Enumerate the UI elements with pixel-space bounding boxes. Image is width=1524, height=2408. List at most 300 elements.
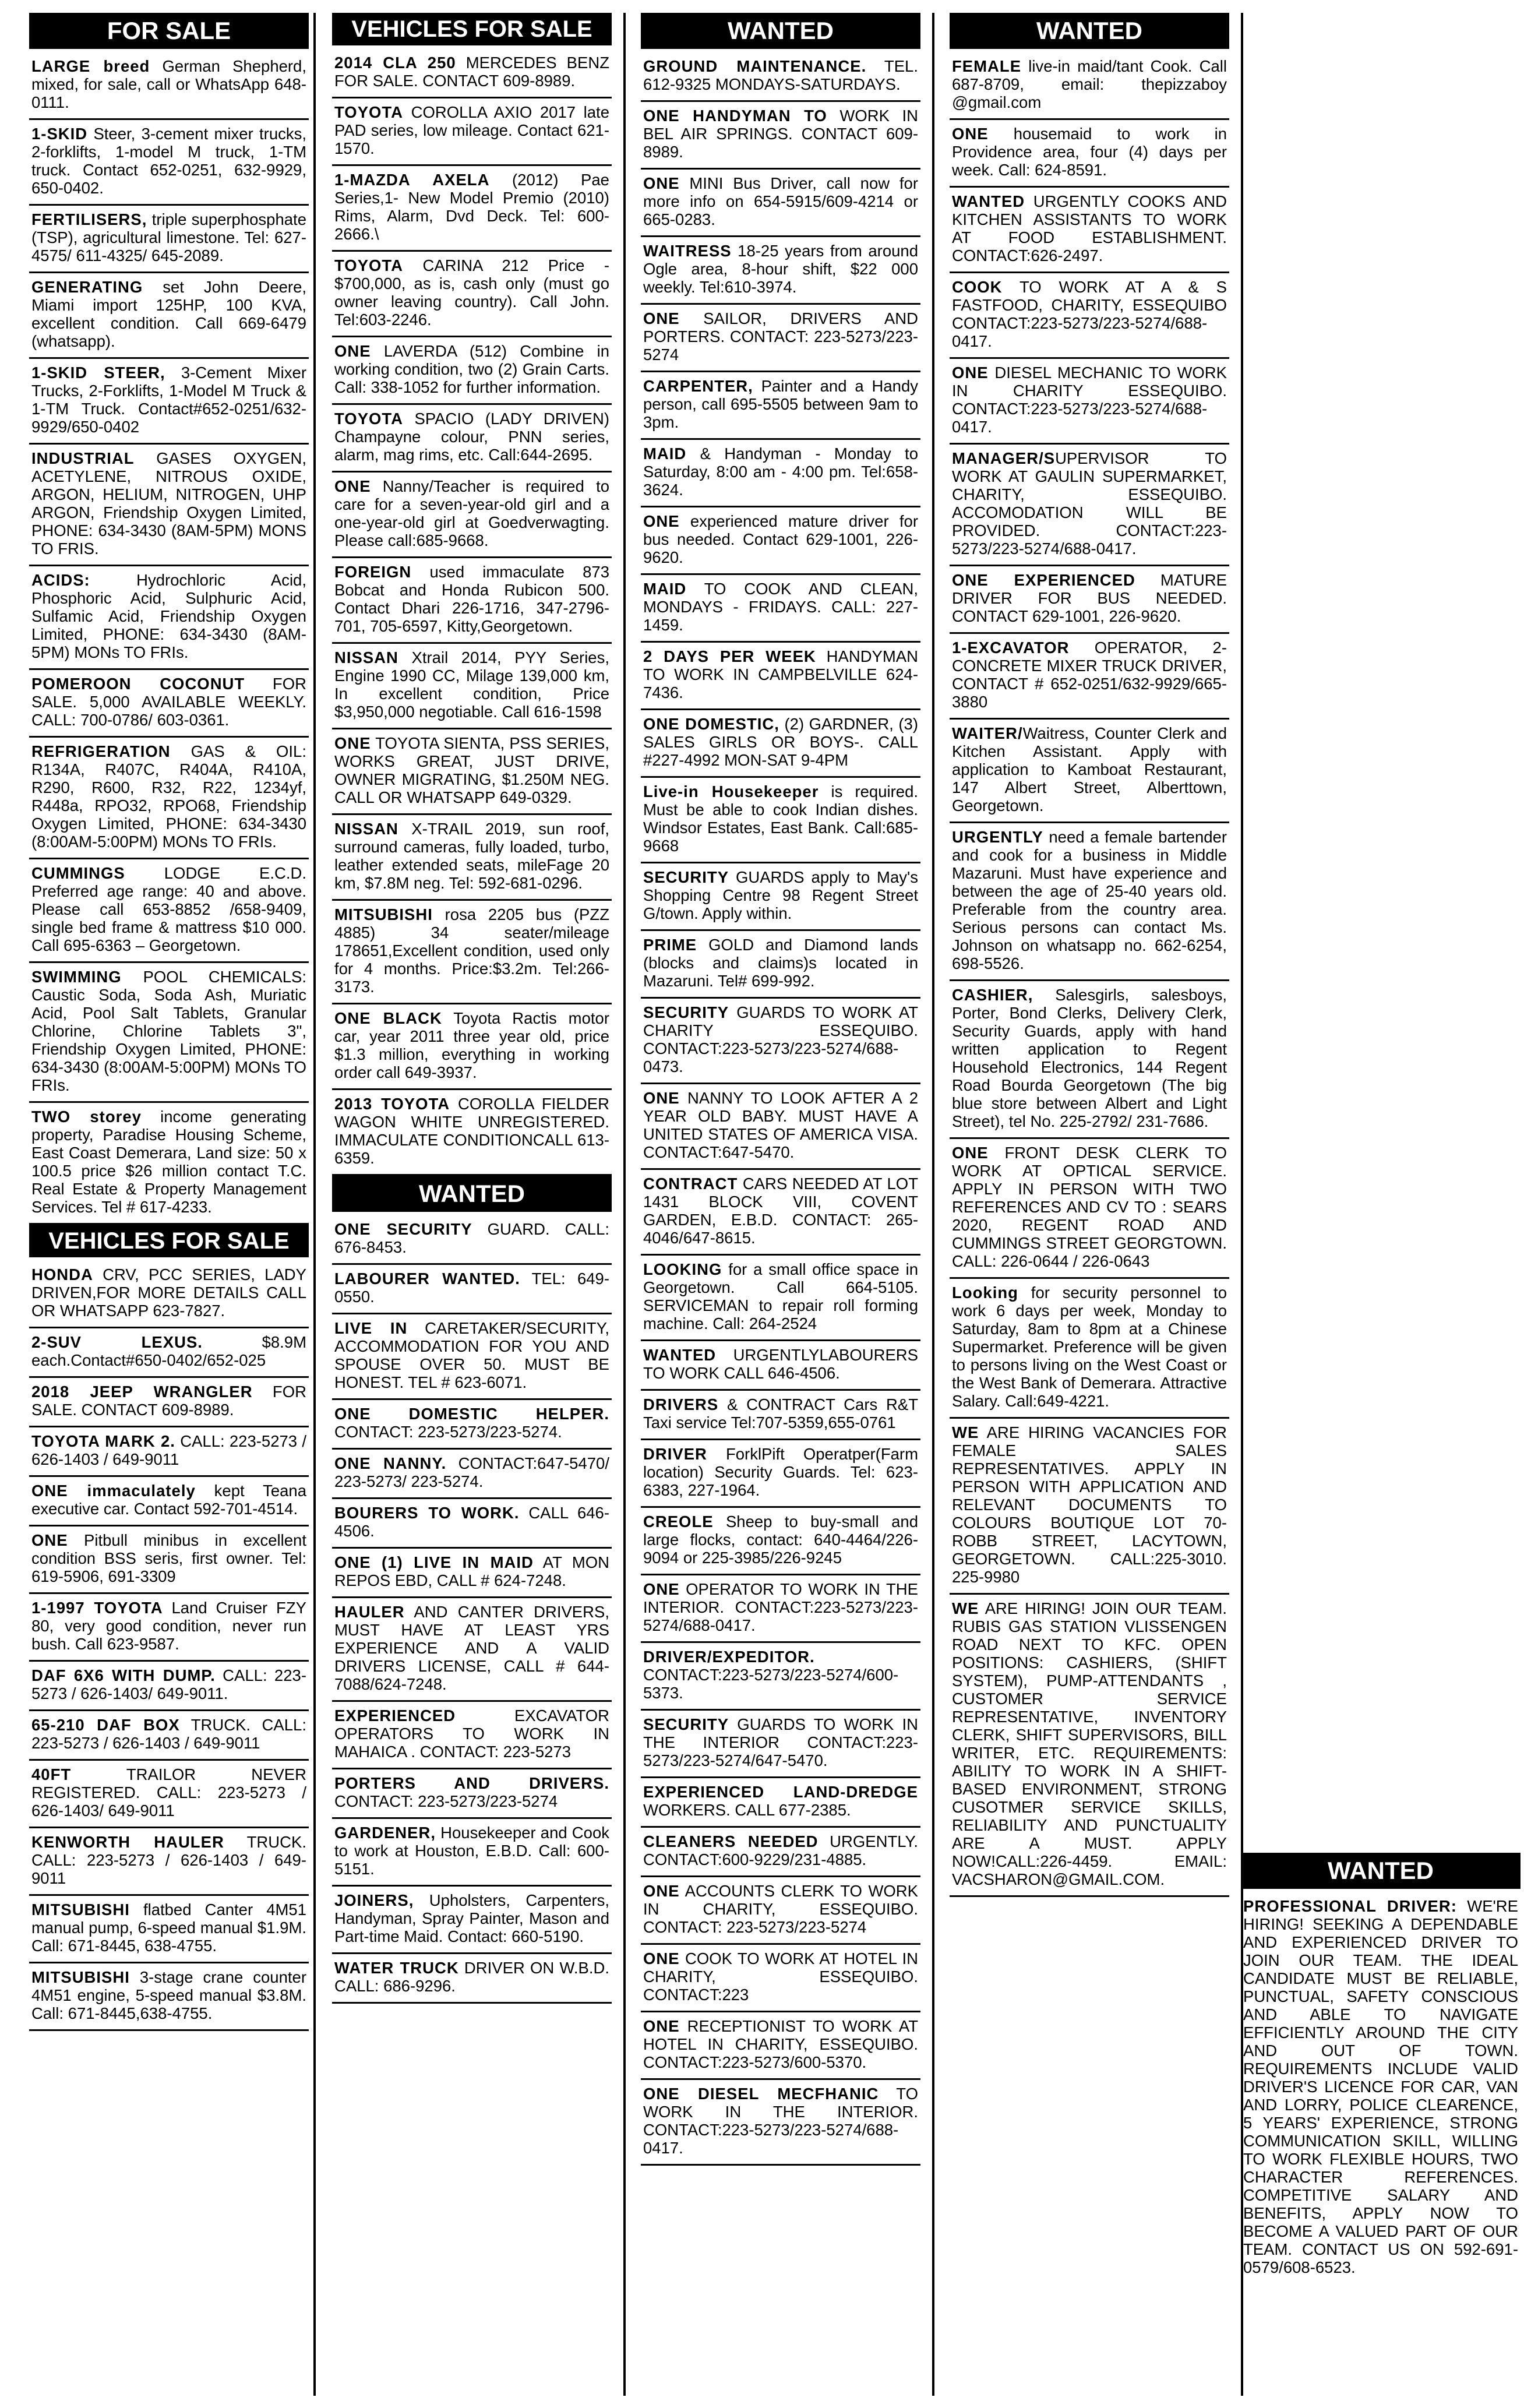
- classified-ad: [950, 720, 1229, 823]
- classified-ad: [950, 120, 1229, 188]
- classified-ad: [641, 1575, 920, 1643]
- ad-text: set John Deere, Miami import 125HP, 100 KVA, excellent condition. Call 669-6479 (whatsapp).: [31, 278, 306, 350]
- classified-ad: [332, 1450, 612, 1499]
- ad-lead: 2013 TOYOTA: [334, 1095, 450, 1113]
- section-header: WANTED: [1241, 1853, 1521, 1889]
- ad-lead: LARGE breed: [31, 57, 150, 75]
- ad-lead: HONDA: [31, 1265, 93, 1284]
- classified-ad: [950, 566, 1229, 634]
- ad-text: GUARDS TO WORK AT CHARITY ESSEQUIBO. CONTACT:223-5273/223-5274/688-0473.: [643, 1003, 918, 1076]
- ad-text: GAS & OIL: R134A, R407C, R404A, R410A, R290, R600, R32, R22, 1234yf, R448a, RPO32, RPO68, Friendship Oxygen Limited, PHONE: 634-3430 (8:00AM-5:00PM) MONs TO FRIs.: [31, 742, 306, 851]
- classified-ad: [29, 1963, 309, 2031]
- ad-lead: ONE: [643, 174, 680, 192]
- classified-ad: [641, 237, 920, 305]
- ad-text: TRUCK. CALL: 223-5273 / 626-1403 / 649-9011: [31, 1833, 306, 1887]
- ad-lead: TOYOTA MARK 2.: [31, 1432, 175, 1450]
- classified-ad: [332, 473, 612, 558]
- ad-text: CONTACT: 223-5273/223-5274.: [334, 1423, 562, 1441]
- ad-lead: 2018 JEEP WRANGLER: [31, 1383, 253, 1401]
- classified-ad: [950, 823, 1229, 981]
- column-3: [641, 13, 920, 2396]
- ad-text: COOK TO WORK AT HOTEL IN CHARITY, ESSEQUIBO. CONTACT:223: [643, 1949, 918, 2004]
- ad-text: FOR SALE. CONTACT 609-8989.: [31, 1383, 306, 1419]
- classified-ad: [29, 52, 309, 120]
- ad-lead: ONE DOMESTIC HELPER.: [334, 1405, 609, 1423]
- ad-lead: 1-1997 TOYOTA: [31, 1599, 163, 1617]
- ad-lead: TOYOTA: [334, 103, 404, 121]
- classified-ad: [29, 859, 309, 963]
- ad-text: EXCAVATOR OPERATORS TO WORK IN MAHAICA . CONTACT: 223-5273: [334, 1707, 609, 1761]
- ad-lead: DRIVERS: [643, 1395, 719, 1413]
- ad-lead: PRIME: [643, 936, 697, 954]
- ad-lead: ONE: [643, 1580, 680, 1598]
- ad-lead: Live-in Housekeeper: [643, 782, 819, 801]
- ad-text: AT MON REPOS EBD, CALL # 624-7248.: [334, 1553, 610, 1589]
- ad-text: CONTACT:223-5273/223-5274/600-5373.: [643, 1666, 899, 1702]
- classified-ad: [29, 1103, 309, 1225]
- ad-text: TEL: 649-0550.: [334, 1270, 609, 1306]
- ad-text: DIESEL MECHANIC TO WORK IN CHARITY ESSEQUIBO. CONTACT:223-5273/223-5274/688-0417.: [952, 364, 1227, 436]
- classified-ad: [950, 188, 1229, 273]
- classified-ad: [29, 445, 309, 566]
- ad-text: Steer, 3-cement mixer trucks, 2-forklifts, 1-model M truck, 1-TM truck. Contact 652-0251, 632-9929, 650-0402.: [31, 125, 306, 197]
- ad-text: TRAILOR NEVER REGISTERED. CALL: 223-5273 / 626-1403/ 649-9011: [31, 1765, 306, 1820]
- ad-text: CONTACT:647-5470/ 223-5273/ 223-5274.: [334, 1454, 609, 1490]
- ad-lead: ONE HANDYMAN TO: [643, 107, 827, 125]
- classified-ad: [29, 273, 309, 359]
- ad-text: experienced mature driver for bus needed. Contact 629-1001, 226-9620.: [643, 512, 918, 566]
- classified-ad: [332, 1215, 612, 1265]
- classified-ad: [641, 1711, 920, 1778]
- classified-ad: [29, 120, 309, 206]
- ad-text: Sheep to buy-small and large flocks, contact: 640-4464/226-9094 or 225-3985/226-9245: [643, 1513, 918, 1567]
- ad-lead: MAID: [643, 580, 687, 598]
- classified-ad: [641, 1945, 920, 2012]
- classified-ad: [641, 778, 920, 863]
- classified-ad: [641, 1440, 920, 1508]
- ad-lead: ONE: [643, 512, 680, 530]
- ad-text: SPACIO (LADY DRIVEN) Champayne colour, PNN series, alarm, mag rims, etc. Call:644-2695.: [334, 410, 609, 464]
- classified-ad: [29, 738, 309, 859]
- classified-ad: [641, 170, 920, 237]
- ad-lead: WE: [952, 1423, 979, 1441]
- classified-ad: [332, 1819, 612, 1887]
- column-divider: [623, 13, 626, 2396]
- classified-ad: [950, 359, 1229, 445]
- ad-text: TO WORK AT A & S FASTFOOD, CHARITY, ESSEQUIBO CONTACT:223-5273/223-5274/688-0417.: [952, 278, 1227, 350]
- ad-lead: ONE: [334, 342, 371, 360]
- ad-lead: SWIMMING: [31, 968, 122, 986]
- ad-lead: 1-SKID: [31, 125, 88, 143]
- ad-text: housemaid to work in Providence area, four (4) days per week. Call: 624-8591.: [952, 125, 1227, 179]
- ad-text: 3-Cement Mixer Trucks, 2-Forklifts, 1-Model M Truck & 1-TM Truck. Contact#652-0251/632-9929/650-0402: [31, 364, 306, 436]
- ad-lead: 2-SUV LEXUS.: [31, 1333, 203, 1351]
- ad-text: URGENTLY. CONTACT:600-9229/231-4885.: [643, 1832, 918, 1868]
- ad-lead: ONE NANNY.: [334, 1454, 447, 1472]
- ad-text: CALL 646-4506.: [334, 1504, 609, 1540]
- ad-text: WORKERS. CALL 677-2385.: [643, 1801, 851, 1819]
- ad-text: Upholsters, Carpenters, Handyman, Spray Painter, Mason and Part-time Maid. Contact: 660-5190.: [334, 1891, 609, 1945]
- classified-ad: [29, 1896, 309, 1963]
- ad-lead: ONE EXPERIENCED: [952, 571, 1135, 589]
- ad-text: ARE HIRING! JOIN OUR TEAM. RUBIS GAS STATION VLISSENGEN ROAD NEXT TO KFC. OPEN POSITIONS: CASHIERS, (SHIFT SYSTEM), PUMP-ATTENDANTS , CUSTOMER SERVICE REPRESENTATIVE, INVENTORY CLERK, SHIFT SUPERVISORS, BILL WRITER, ETC. REQUIREMENTS: ABILITY TO WORK IN A SHIFT-BASED ENVIRONMENT, STRONG CUSOTMER SERVICE SKILLS, RELIABILITY AND PUNCTUALITY ARE A MUST. APPLY NOW!CALL:226-4459. EMAIL: VACSHARON@GMAIL.COM.: [952, 1599, 1227, 1888]
- ad-text: Painter and a Handy person, call 695-5505 between 9am to 3pm.: [643, 377, 918, 431]
- classified-ad: [332, 901, 612, 1004]
- classified-ad: [332, 644, 612, 729]
- ad-text: CARINA 212 Price - $700,000, as is, cash only (must go owner leaving country). Call John. Tel:603-2246.: [334, 256, 609, 329]
- ad-lead: FERTILISERS,: [31, 210, 147, 228]
- ad-text: CRV, PCC SERIES, LADY DRIVEN,FOR MORE DETAILS CALL OR WHATSAPP 623-7827.: [31, 1265, 306, 1320]
- ad-text: UPERVISOR TO WORK AT GAULIN SUPERMARKET, CHARITY, ESSEQUIBO. ACCOMODATION WILL BE PROVIDED. CONTACT:223-5273/223-5274/688-0417.: [952, 449, 1227, 558]
- classified-ad: [641, 999, 920, 1084]
- ad-lead: COOK: [952, 278, 1003, 296]
- ad-lead: ONE DOMESTIC,: [643, 715, 779, 733]
- ad-lead: GROUND MAINTENANCE.: [643, 57, 867, 75]
- ad-text: triple superphosphate (TSP), agricultural limestone. Tel: 627-4575/ 611-4325/ 645-2089.: [31, 210, 306, 265]
- classified-ad: [641, 1643, 920, 1711]
- ad-text: need a female bartender and cook for a business in Middle Mazaruni. Must have experience and between the age of 25-40 years old. Preferable from the country area. Serious persons can contact Ms. Johnson on whatsapp no. 662-6254, 698-5526.: [952, 828, 1227, 972]
- classified-ad: [641, 305, 920, 372]
- ad-lead: PROFESSIONAL DRIVER:: [1243, 1897, 1457, 1915]
- ad-lead: ONE: [643, 1949, 680, 1968]
- classified-ad: [641, 1391, 920, 1440]
- ad-lead: ONE: [334, 477, 371, 495]
- ad-lead: FOREIGN: [334, 563, 412, 581]
- classified-ad: [29, 1477, 309, 1526]
- classified-ad: [332, 166, 612, 252]
- ad-text: WORK IN BEL AIR SPRINGS. CONTACT 609-8989.: [643, 107, 918, 161]
- ad-lead: GARDENER,: [334, 1824, 436, 1842]
- classified-ad: [29, 1662, 309, 1711]
- ad-lead: ONE BLACK: [334, 1009, 442, 1027]
- ad-text: CARETAKER/SECURITY, ACCOMMODATION FOR YOU AND SPOUSE OVER 50. MUST BE HONEST. TEL # 623-6071.: [334, 1319, 610, 1391]
- ad-lead: INDUSTRIAL: [31, 449, 135, 467]
- ad-lead: WAITER/: [952, 724, 1023, 742]
- section-header: WANTED: [950, 13, 1229, 49]
- classified-ad: [332, 558, 612, 644]
- ad-text: Land Cruiser FZY 80, very good condition, never run bush. Call 623-9587.: [31, 1599, 306, 1653]
- classified-ad: [332, 337, 612, 405]
- ad-lead: ONE: [643, 1882, 680, 1900]
- ad-text: (2012) Pae Series,1- New Model Premio (2010) Rims, Alarm, Dvd Deck. Tel: 600-2666.\: [334, 171, 609, 243]
- ad-text: CALL: 223-5273 / 626-1403 / 649-9011: [31, 1432, 306, 1468]
- classified-ad: [641, 643, 920, 710]
- ad-lead: 1-SKID STEER,: [31, 364, 165, 382]
- classified-ad: [950, 1419, 1229, 1595]
- ad-text: for security personnel to work 6 days per week, Monday to Saturday, 8am to 8pm at a Chinese Supermarket. Preference will be given to persons living on the West Coast or the West Bank of Demerara. Attractive Salary. Call:649-4221.: [952, 1284, 1227, 1410]
- ad-text: used immaculate 873 Bobcat and Honda Rubicon 500. Contact Dhari 226-1716, 347-2796-701, 705-6597, Kitty,Georgetown.: [334, 563, 609, 635]
- ad-text: & CONTRACT Cars R&T Taxi service Tel:707-5359,655-0761: [643, 1395, 918, 1432]
- classified-ad: [332, 729, 612, 815]
- classified-ad: [641, 1084, 920, 1170]
- classified-ad: [332, 1702, 612, 1769]
- ad-lead: ONE: [952, 125, 989, 143]
- ad-text: Housekeeper and Cook to work at Houston, E.B.D. Call: 600-5151.: [334, 1824, 609, 1878]
- ad-lead: CASHIER,: [952, 986, 1033, 1004]
- ad-lead: SECURITY: [643, 1003, 729, 1021]
- classified-ad: [332, 49, 612, 98]
- ad-text: Pitbull minibus in excellent condition BSS seris, first owner. Tel: 619-5906, 691-3309: [31, 1531, 306, 1585]
- ad-lead: DAF 6X6 WITH DUMP.: [31, 1666, 216, 1684]
- classified-ad: [641, 1778, 920, 1828]
- classified-ad: [641, 1170, 920, 1256]
- classified-ad: [332, 1499, 612, 1549]
- professional-driver-ad: [1241, 1853, 1521, 2283]
- classified-ad: [641, 440, 920, 507]
- ad-text: TOYOTA SIENTA, PSS SERIES, WORKS GREAT, JUST DRIVE, OWNER MIGRATING, $1.250M NEG. CALL OR WHATSAPP 649-0329.: [334, 734, 609, 806]
- ad-lead: ONE: [334, 734, 371, 752]
- ad-text: German Shepherd, mixed, for sale, call or WhatsApp 648-0111.: [31, 57, 306, 111]
- ad-text: 3-stage crane counter 4M51 engine, 5-speed manual $3.8M. Call: 671-8445,638-4755.: [31, 1968, 306, 2022]
- classified-ad: [29, 206, 309, 273]
- ad-lead: ONE: [952, 364, 989, 382]
- ad-lead: WANTED: [952, 192, 1025, 210]
- classified-ad: [950, 1279, 1229, 1419]
- classified-ad: [29, 1594, 309, 1662]
- classified-ad: [332, 1598, 612, 1702]
- section-header: WANTED: [332, 1176, 612, 1212]
- ad-lead: SECURITY: [643, 868, 729, 886]
- ad-lead: GENERATING: [31, 278, 143, 296]
- ad-text: (2) GARDNER, (3) SALES GIRLS OR BOYS-. CALL #227-4992 MON-SAT 9-4PM: [643, 715, 918, 769]
- classified-ad: [641, 102, 920, 170]
- classified-ad: [950, 445, 1229, 566]
- classified-ad: [641, 2080, 920, 2166]
- ad-lead: ONE DIESEL MECFHANIC: [643, 2085, 879, 2103]
- ad-text: GUARDS TO WORK IN THE INTERIOR CONTACT:223-5273/223-5274/647-5470.: [643, 1715, 918, 1769]
- classified-ad: [641, 1341, 920, 1391]
- ad-text: kept Teana executive car. Contact 592-701-4514.: [31, 1482, 306, 1518]
- ad-lead: EXPERIENCED LAND-DREDGE: [643, 1783, 918, 1801]
- ad-lead: BOURERS TO WORK.: [334, 1504, 520, 1522]
- ad-lead: WAITRESS: [643, 242, 732, 260]
- ad-lead: MANAGER/S: [952, 449, 1056, 467]
- section-header: FOR SALE: [29, 13, 309, 49]
- classified-ad: [641, 52, 920, 102]
- section-header: VEHICLES FOR SALE: [29, 1225, 309, 1257]
- classified-ad: [29, 566, 309, 670]
- ad-text: ACCOUNTS CLERK TO WORK IN CHARITY, ESSEQUIBO. CONTACT: 223-5273/223-5274: [643, 1882, 918, 1936]
- ad-text: Toyota Ractis motor car, year 2011 three year old, price $1.3 million, everything in working order call 649-3937.: [334, 1009, 609, 1081]
- ad-text: DRIVER ON W.B.D. CALL: 686-9296.: [334, 1959, 610, 1995]
- ad-lead: NISSAN: [334, 820, 398, 838]
- classified-ad: [332, 1090, 612, 1176]
- ad-text: WE'RE HIRING! SEEKING A DEPENDABLE AND EXPERIENCED DRIVER TO JOIN OUR TEAM. THE IDEAL CANDIDATE MUST BE RELIABLE, PUNCTUAL, SAFETY CONSCIOUS AND ABLE TO NAVIGATE EFFICIENTLY AROUND THE CITY AND OUT OF TOWN. REQUIREMENTS INCLUDE VALID DRIVER'S LICENCE FOR CAR, VAN AND LORRY, POLICE CLEARENCE, 5 YEARS' EXPERIENCE, STRONG COMMUNICATION SKILL, WILLING TO WORK FLEXIBLE HOURS, TWO CHARACTER REFERENCES. COMPETITIVE SALARY AND BENEFITS, APPLY NOW TO BECOME A VALUED PART OF OUR TEAM. CONTACT US ON 592-691-0579/608-6523.: [1243, 1897, 1518, 2276]
- ad-lead: 2014 CLA 250: [334, 54, 456, 72]
- ad-text: SAILOR, DRIVERS AND PORTERS. CONTACT: 223-5273/223-5274: [643, 309, 918, 364]
- ad-text: Salesgirls, salesboys, Porter, Bond Clerks, Delivery Clerk, Security Guards, apply with hand written application to Regent Household Electronics, 144 Regent Road Bourda Georgetown (The big blue store between Albert and Light Street), tel No. 225-2792/ 231-7686.: [952, 986, 1227, 1130]
- ad-lead: JOINERS,: [334, 1891, 414, 1909]
- classified-ad: [332, 815, 612, 901]
- classified-ad: [1241, 1892, 1521, 2283]
- column-divider: [313, 13, 316, 2396]
- ad-text: CONTACT: 223-5273/223-5274: [334, 1792, 558, 1810]
- ad-lead: ONE: [952, 1144, 989, 1162]
- ad-text: 18-25 years from around Ogle area, 8-hour shift, $22 000 weekly. Tel:610-3974.: [643, 242, 918, 296]
- ad-text: COROLLA AXIO 2017 late PAD series, low mileage. Contact 621-1570.: [334, 103, 609, 157]
- ad-lead: MITSUBISHI: [31, 1968, 130, 1986]
- classified-ad: [29, 670, 309, 738]
- classified-ad: [332, 1314, 612, 1400]
- classified-ad: [29, 1261, 309, 1328]
- ad-lead: CREOLE: [643, 1513, 714, 1531]
- classified-ad: [29, 1328, 309, 1378]
- ad-lead: CLEANERS NEEDED: [643, 1832, 819, 1850]
- ad-lead: 40FT: [31, 1765, 72, 1783]
- column-divider: [932, 13, 934, 2396]
- ad-lead: 1-EXCAVATOR: [952, 639, 1070, 657]
- ad-lead: HAULER: [334, 1603, 405, 1621]
- classified-ad: [950, 273, 1229, 359]
- ad-lead: ONE SECURITY: [334, 1220, 472, 1238]
- ad-text: live-in maid/tant Cook. Call 687-8709, email: thepizzaboy @gmail.com: [952, 57, 1227, 111]
- classified-ad: [641, 1877, 920, 1945]
- classified-ad: [332, 1004, 612, 1090]
- ad-text: rosa 2205 bus (PZZ 4885) 34 seater/mileage 178651,Excellent condition, used only for 4 months. Price:$3.2m. Tel:266-3173.: [334, 905, 609, 996]
- ad-lead: TWO storey: [31, 1108, 142, 1126]
- ad-text: URGENTLY COOKS AND KITCHEN ASSISTANTS TO WORK AT FOOD ESTABLISHMENT. CONTACT:626-2497.: [952, 192, 1227, 265]
- ad-text: Waitress, Counter Clerk and Kitchen Assistant. Apply with application to Kamboat Restaurant, 147 Albert Street, Alberttown, Georgetown.: [952, 724, 1227, 815]
- classified-ad: [950, 981, 1229, 1139]
- classified-ad: [29, 1711, 309, 1761]
- classified-ad: [641, 1256, 920, 1341]
- ad-lead: 1-MAZDA AXELA: [334, 171, 490, 189]
- classified-ad: [641, 1828, 920, 1877]
- ad-lead: CUMMINGS: [31, 864, 125, 882]
- ad-lead: ONE: [643, 1089, 680, 1107]
- ad-lead: ONE: [643, 309, 680, 327]
- ad-lead: ACIDS:: [31, 571, 90, 589]
- classified-ad: [332, 1769, 612, 1819]
- column-1: [29, 13, 309, 2396]
- ad-lead: EXPERIENCED: [334, 1707, 456, 1725]
- ad-text: for a small office space in Georgetown. Call 664-5105. SERVICEMAN to repair roll forming machine. Call: 264-2524: [643, 1260, 918, 1332]
- ad-text: GOLD and Diamond lands (blocks and claims)s located in Mazaruni. Tel# 699-992.: [643, 936, 918, 990]
- ad-lead: DRIVER: [643, 1445, 707, 1463]
- classified-ad: [641, 2012, 920, 2080]
- ad-text: COROLLA FIELDER WAGON WHITE UNREGISTERED. IMMACULATE CONDITIONCALL 613-6359.: [334, 1095, 609, 1167]
- ad-lead: MITSUBISHI: [31, 1901, 130, 1919]
- classified-ad: [29, 1526, 309, 1594]
- ad-lead: POMEROON COCONUT: [31, 675, 245, 693]
- ad-text: TO COOK AND CLEAN, MONDAYS - FRIDAYS. CALL: 227-1459.: [643, 580, 918, 634]
- column-4: [950, 13, 1229, 2396]
- ad-lead: MAID: [643, 445, 687, 463]
- ad-text: NANNY TO LOOK AFTER A 2 YEAR OLD BABY. MUST HAVE A UNITED STATES OF AMERICA VISA. CONTACT:647-5470.: [643, 1089, 918, 1161]
- ad-lead: CARPENTER,: [643, 377, 753, 395]
- ad-text: is required. Must be able to cook Indian dishes. Windsor Estates, East Bank. Call:685-9668: [643, 782, 918, 855]
- ad-lead: LOOKING: [643, 1260, 722, 1278]
- ad-text: HANDYMAN TO WORK IN CAMPBELVILLE 624-7436.: [643, 647, 919, 701]
- classified-ad: [950, 1595, 1229, 1897]
- section-header: WANTED: [641, 13, 920, 49]
- classified-ad: [332, 252, 612, 337]
- ad-text: URGENTLYLABOURERS TO WORK CALL 646-4506.: [643, 1346, 918, 1382]
- ad-text: MINI Bus Driver, call now for more info on 654-5915/609-4214 or 665-0283.: [643, 174, 918, 228]
- classified-ad: [332, 98, 612, 166]
- classified-ad: [641, 863, 920, 931]
- ad-text: $8.9M each.Contact#650-0402/652-025: [31, 1333, 307, 1369]
- classified-ad: [641, 931, 920, 999]
- ad-lead: ONE: [643, 2017, 680, 2035]
- classified-ad: [641, 372, 920, 440]
- ad-text: X-TRAIL 2019, sun roof, surround cameras, fully loaded, turbo, leather extended seats, mileFage 20 km, $7.8M neg. Tel: 592-681-0296.: [334, 820, 609, 892]
- ad-lead: NISSAN: [334, 648, 398, 667]
- ad-lead: TOYOTA: [334, 256, 404, 274]
- ad-lead: REFRIGERATION: [31, 742, 171, 760]
- ad-text: ForklPift Operatper(Farm location) Security Guards. Tel: 623-6383, 227-1964.: [643, 1445, 918, 1499]
- ad-lead: FEMALE: [952, 57, 1022, 75]
- ad-text: CALL: 223-5273 / 626-1403/ 649-9011.: [31, 1666, 306, 1702]
- classified-ad: [332, 1954, 612, 2004]
- ad-lead: 65-210 DAF BOX: [31, 1716, 180, 1734]
- classified-ad: [641, 507, 920, 575]
- ad-lead: URGENTLY: [952, 828, 1043, 846]
- ad-lead: ONE (1) LIVE IN MAID: [334, 1553, 534, 1571]
- ad-lead: MITSUBISHI: [334, 905, 433, 923]
- section-header: VEHICLES FOR SALE: [332, 13, 612, 45]
- classified-ad: [950, 52, 1229, 120]
- ad-text: income generating property, Paradise Housing Scheme, East Coast Demerara, Land size: 50 x 100.5 price $26 million contact T.C. Real Estate & Property Management Services. Tel # 617-4233.: [31, 1108, 306, 1216]
- classified-ad: [332, 1549, 612, 1598]
- classified-ad: [29, 963, 309, 1103]
- ad-text: Hydrochloric Acid, Phosphoric Acid, Sulphuric Acid, Sulfamic Acid, Friendship Oxygen Limited, PHONE: 634-3430 (8AM-5PM) MONs TO FRIs.: [31, 571, 306, 661]
- ad-text: TEL. 612-9325 MONDAYS-SATURDAYS.: [643, 57, 918, 93]
- ad-lead: LABOURER WANTED.: [334, 1270, 520, 1288]
- ad-lead: SECURITY: [643, 1715, 729, 1733]
- ad-lead: Looking: [952, 1284, 1018, 1302]
- ad-lead: ONE immaculately: [31, 1482, 196, 1500]
- ad-text: MERCEDES BENZ FOR SALE. CONTACT 609-8989.: [334, 54, 610, 90]
- ad-text: OPERATOR, 2- CONCRETE MIXER TRUCK DRIVER, CONTACT # 652-0251/632-9929/665-3880: [952, 639, 1227, 711]
- ad-lead: CONTRACT: [643, 1175, 738, 1193]
- classified-ad: [29, 1761, 309, 1828]
- ad-text: CARS NEEDED AT LOT 1431 BLOCK VIII, COVENT GARDEN, E.B.D. CONTACT: 265-4046/647-8615.: [643, 1175, 918, 1247]
- ad-text: RECEPTIONIST TO WORK AT HOTEL IN CHARITY, ESSEQUIBO. CONTACT:223-5273/600-5370.: [643, 2017, 918, 2071]
- classified-ad: [29, 359, 309, 445]
- ad-lead: WE: [952, 1599, 979, 1617]
- ad-text: OPERATOR TO WORK IN THE INTERIOR. CONTACT:223-5273/223-5274/688-0417.: [643, 1580, 918, 1634]
- ad-text: TO WORK IN THE INTERIOR. CONTACT:223-5273/223-5274/688-0417.: [643, 2085, 918, 2157]
- ad-text: GASES OXYGEN, ACETYLENE, NITROUS OXIDE, ARGON, HELIUM, NITROGEN, UHP ARGON, Friendship Oxygen Limited, PHONE: 634-3430 (8AM-5PM) MONS TO FRIS.: [31, 449, 306, 558]
- classified-ad: [332, 1887, 612, 1954]
- ad-text: LODGE E.C.D. Preferred age range: 40 and above. Please call 653-8852 /658-9409, single bed frame & mattress $10 000. Call 695-6363 – Georgetown.: [31, 864, 306, 954]
- column-2: [332, 13, 612, 2396]
- classified-ad: [332, 1400, 612, 1450]
- classified-ad: [29, 1378, 309, 1427]
- classified-ad: [332, 405, 612, 473]
- classified-ad: [950, 1139, 1229, 1279]
- ad-text: ARE HIRING VACANCIES FOR FEMALE SALES REPRESENTATIVES. APPLY IN PERSON WITH APPLICATION AND RELEVANT DOCUMENTS TO COLOURS BOUTIQUE LOT 70-ROBB STREET, LACYTOWN, GEORGETOWN. CALL:225-3010. 225-9980: [952, 1423, 1227, 1586]
- ad-lead: WANTED: [643, 1346, 717, 1364]
- ad-text: & Handyman - Monday to Saturday, 8:00 am - 4:00 pm. Tel:658-3624.: [643, 445, 918, 499]
- ad-text: AND CANTER DRIVERS, MUST HAVE AT LEAST YRS EXPERIENCE AND A VALID DRIVERS LICENSE, CALL # 644-7088/624-7248.: [334, 1603, 609, 1693]
- ad-text: MATURE DRIVER FOR BUS NEEDED. CONTACT 629-1001, 226-9620.: [952, 571, 1227, 625]
- ad-text: POOL CHEMICALS: Caustic Soda, Soda Ash, Muriatic Acid, Pool Salt Tablets, Granular Chlorine, Chlorine Tablets 3", Friendship Oxygen Limited, PHONE: 634-3430 (8:00AM-5:00PM) MONs TO FRIs.: [31, 968, 306, 1094]
- ad-lead: PORTERS AND DRIVERS.: [334, 1774, 609, 1792]
- ad-text: FRONT DESK CLERK TO WORK AT OPTICAL SERVICE. APPLY IN PERSON WITH TWO REFERENCES AND CV TO : SEARS 2020, REGENT ROAD AND CUMMINGS STREET GEORGTOWN. CALL: 226-0644 / 226-0643: [952, 1144, 1227, 1270]
- ad-text: Nanny/Teacher is required to care for a seven-year-old girl and a one-year-old girl at Goedverwagting. Please call:685-9668.: [334, 477, 609, 549]
- ad-text: GUARD. CALL: 676-8453.: [334, 1220, 610, 1256]
- classified-ad: [641, 710, 920, 778]
- ad-lead: LIVE IN: [334, 1319, 408, 1337]
- ad-lead: DRIVER/EXPEDITOR.: [643, 1648, 815, 1666]
- ad-lead: 2 DAYS PER WEEK: [643, 647, 816, 665]
- classified-ad: [641, 575, 920, 643]
- classified-ad: [641, 1508, 920, 1575]
- ad-text: LAVERDA (512) Combine in working condition, two (2) Grain Carts. Call: 338-1052 for further information.: [334, 342, 609, 396]
- ad-text: GUARDS apply to May's Shopping Centre 98 Regent Street G/town. Apply within.: [643, 868, 918, 922]
